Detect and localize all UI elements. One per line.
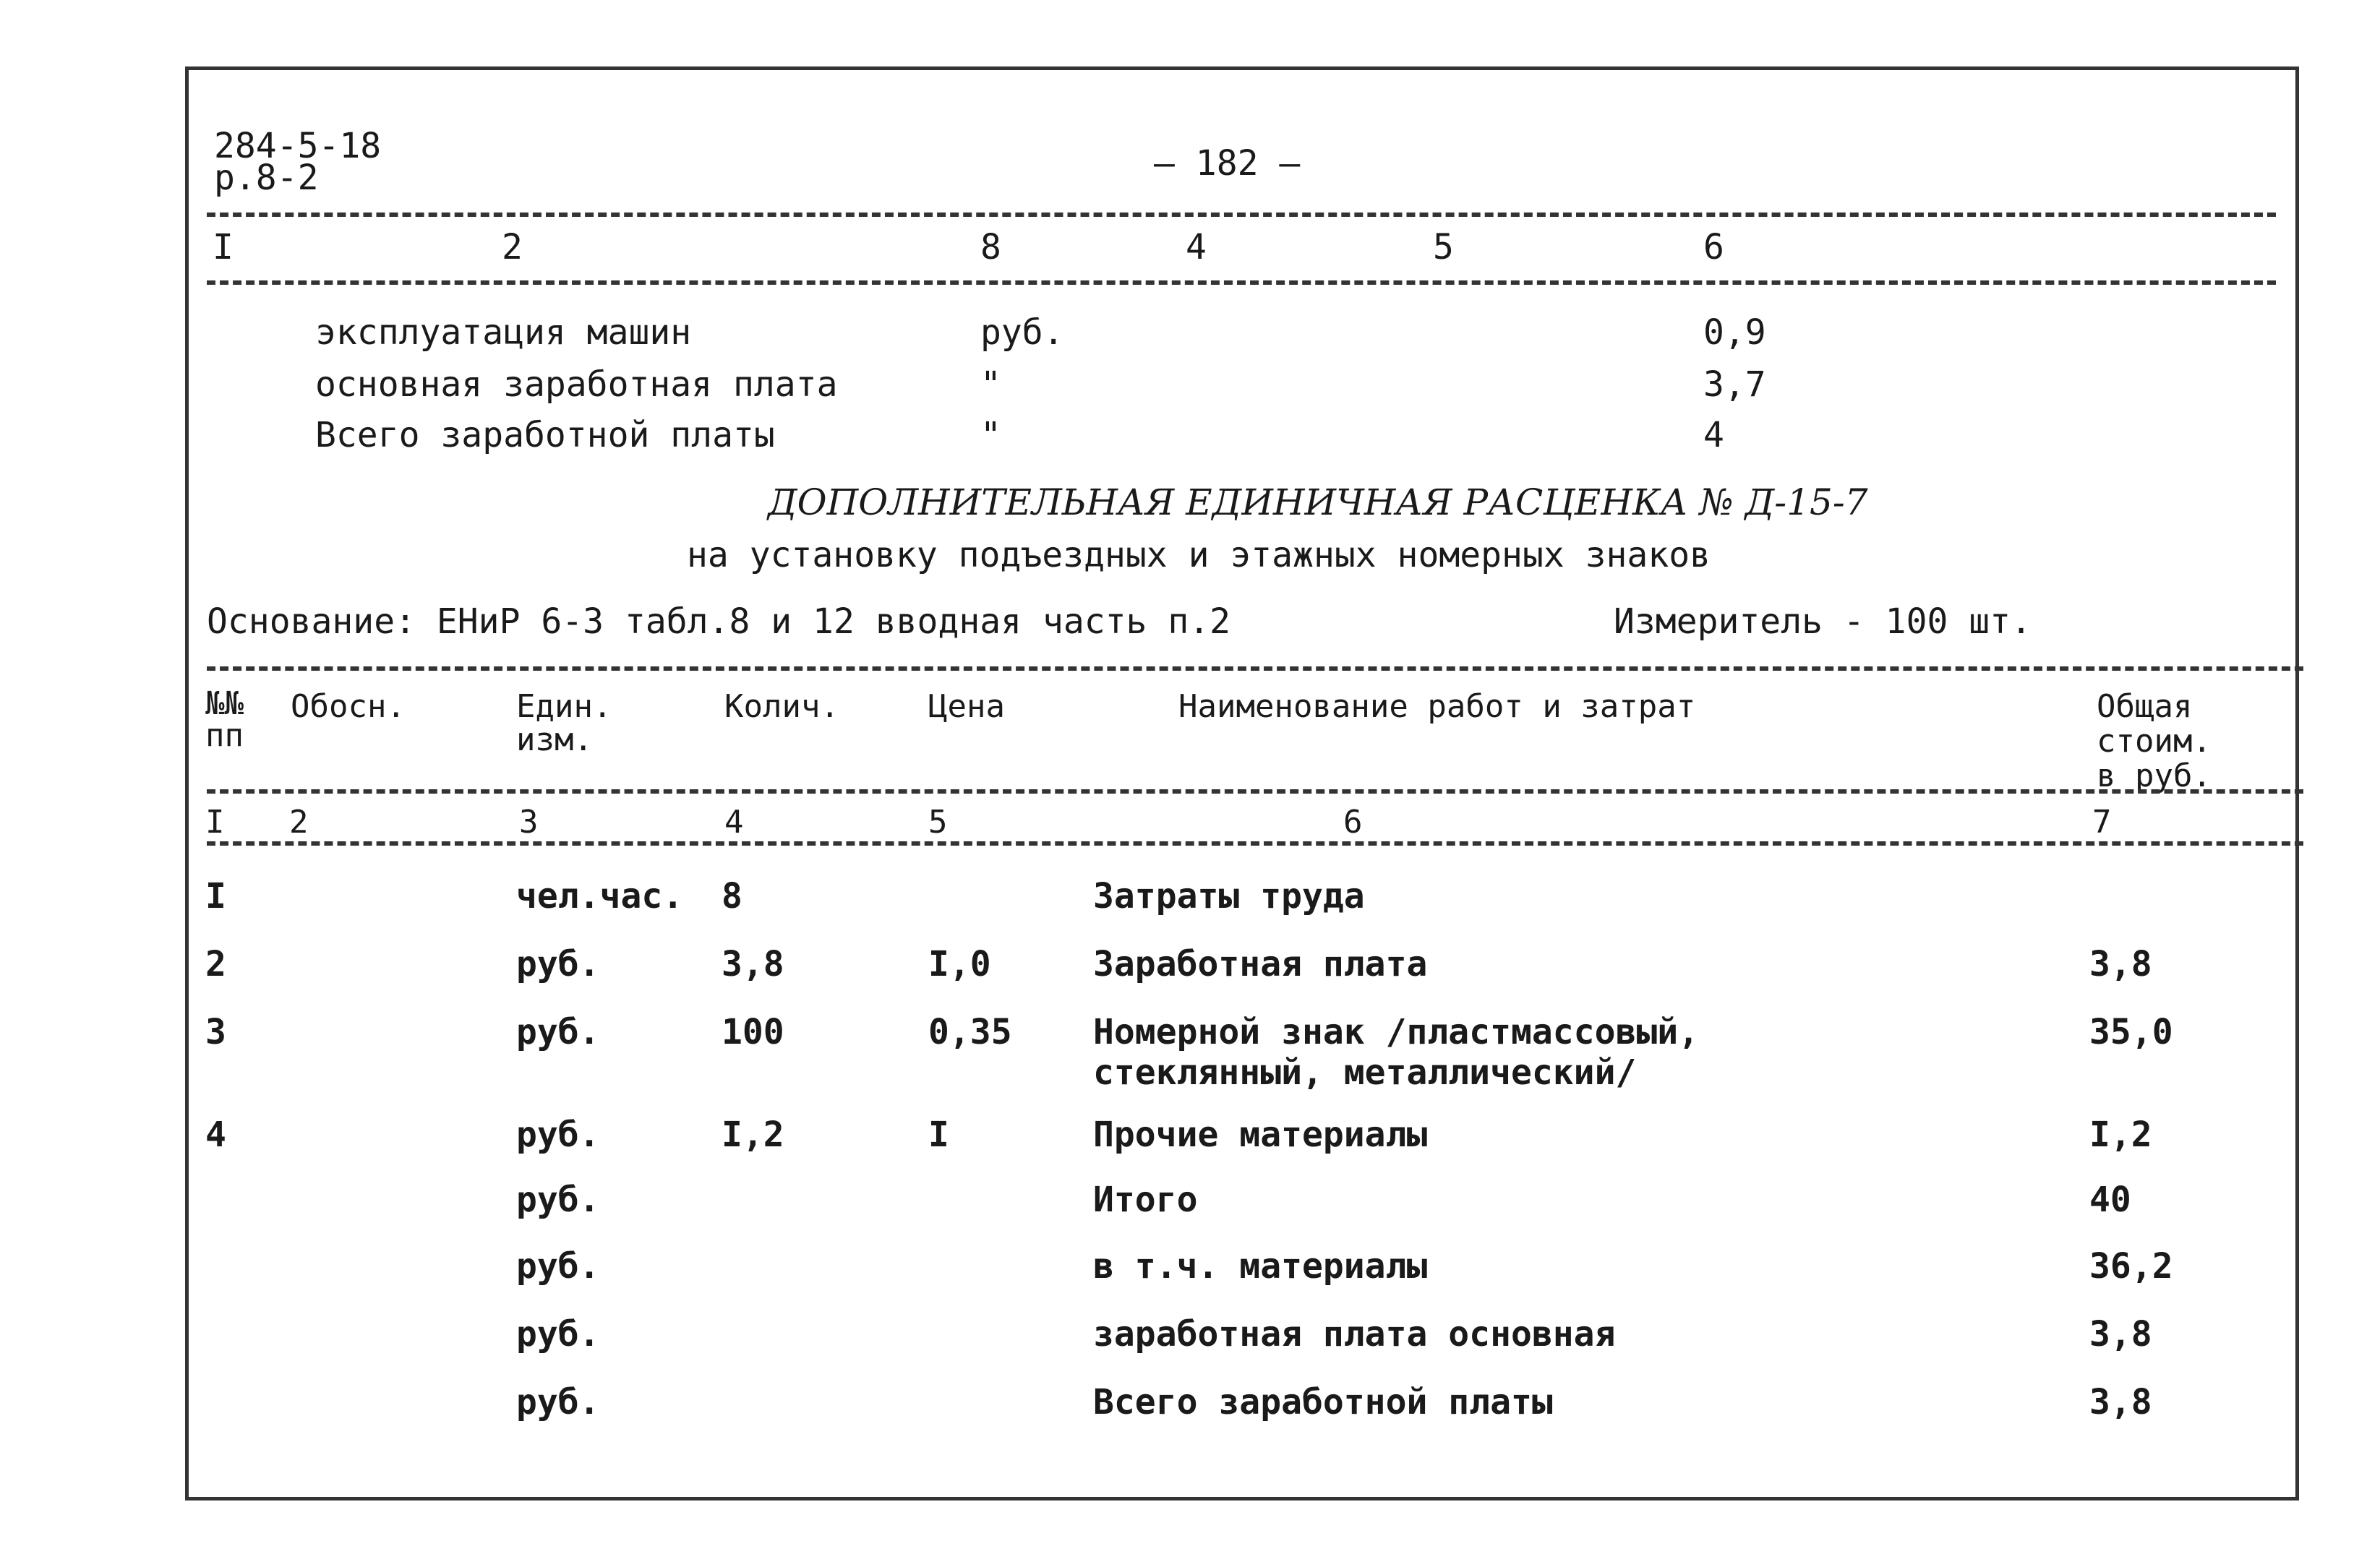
main-table-rule-1 [207,666,2303,671]
measure-text: Измеритель - 100 шт. [1614,601,2032,642]
doc-code-2: р.8-2 [214,158,319,198]
row-total: 3,8 [2089,944,2152,984]
top-row-name: Всего заработной платы [315,415,775,455]
header-unit: изм. [516,721,593,758]
row-price: I [928,1115,949,1155]
title-line-1: ДОПОЛНИТЕЛЬНАЯ ЕДИНИЧНАЯ РАСЦЕНКА № Д-15-7 [768,481,1868,523]
row-unit: чел.час. [516,876,684,916]
top-row-name: основная заработная плата [315,364,838,405]
main-col-num: 6 [1343,804,1363,841]
header-num: №№ [205,685,244,722]
header-total: стоим. [2097,723,2212,760]
top-row-value: 4 [1703,415,1724,455]
row-total: 3,8 [2089,1382,2152,1422]
row-price: I,0 [928,944,991,984]
header-price: Цена [928,688,1005,725]
top-table-rule-2 [207,280,2276,285]
top-col-num: 4 [1186,227,1207,267]
row-name: Всего заработной платы [1093,1382,1553,1422]
row-unit: руб. [516,944,600,984]
main-col-num: I [205,804,225,841]
main-col-num: 2 [289,804,309,841]
row-unit: руб. [516,1180,600,1220]
main-col-num: 5 [928,804,948,841]
page-number: — 182 — [1154,143,1301,184]
row-total: 35,0 [2089,1012,2173,1052]
row-unit: руб. [516,1382,600,1422]
row-qty: 100 [722,1012,784,1052]
top-col-num: I [213,227,234,267]
main-col-num: 7 [2092,804,2112,841]
row-unit: руб. [516,1115,600,1155]
header-num: пп [205,717,244,754]
header-qty: Колич. [724,688,839,725]
top-col-num: 6 [1703,227,1724,267]
top-row-value: 3,7 [1703,364,1766,405]
row-unit: руб. [516,1012,600,1052]
row-num: 4 [205,1115,226,1155]
header-total: в руб. [2097,757,2212,794]
row-name-cont: стеклянный, металлический/ [1093,1052,1637,1093]
header-unit: Един. [516,688,612,725]
header-total: Общая [2097,688,2193,725]
row-qty: I,2 [722,1115,784,1155]
top-col-num: 8 [980,227,1001,267]
title-line-2: на установку подъездных и этажных номерных знаков [687,535,1711,575]
row-unit: руб. [516,1314,600,1355]
row-name: Прочие материалы [1093,1115,1428,1155]
row-num: 3 [205,1012,226,1052]
row-num: 2 [205,944,226,984]
top-col-num: 5 [1433,227,1454,267]
top-row-unit: " [980,415,1001,455]
main-col-num: 3 [519,804,539,841]
row-total: I,2 [2089,1115,2152,1155]
doc-code-1: 284-5-18 [214,126,382,166]
row-name: заработная плата основная [1093,1314,1616,1355]
top-col-num: 2 [502,227,523,267]
row-name: Затраты труда [1093,876,1365,916]
row-total: 3,8 [2089,1314,2152,1355]
top-row-value: 0,9 [1703,312,1766,353]
row-qty: 8 [722,876,742,916]
main-col-num: 4 [724,804,744,841]
row-name: в т.ч. материалы [1093,1246,1428,1287]
row-name: Заработная плата [1093,944,1428,984]
row-total: 40 [2089,1180,2131,1220]
basis-text: Основание: ЕНиР 6-3 табл.8 и 12 вводная часть п.2 [207,601,1231,642]
row-name: Номерной знак /пластмассовый, [1093,1012,1700,1052]
main-table-rule-3 [207,841,2303,846]
header-name: Наименование работ и затрат [1178,688,1696,725]
row-name: Итого [1093,1180,1198,1220]
row-unit: руб. [516,1246,600,1287]
top-table-rule-1 [207,212,2276,217]
row-num: I [205,876,226,916]
top-row-name: эксплуатация машин [315,312,692,353]
row-total: 36,2 [2089,1246,2173,1287]
top-row-unit: " [980,364,1001,405]
main-table-rule-2 [207,789,2303,794]
row-qty: 3,8 [722,944,784,984]
row-price: 0,35 [928,1012,1012,1052]
header-basis: Обосн. [291,688,406,725]
top-row-unit: руб. [980,312,1064,353]
